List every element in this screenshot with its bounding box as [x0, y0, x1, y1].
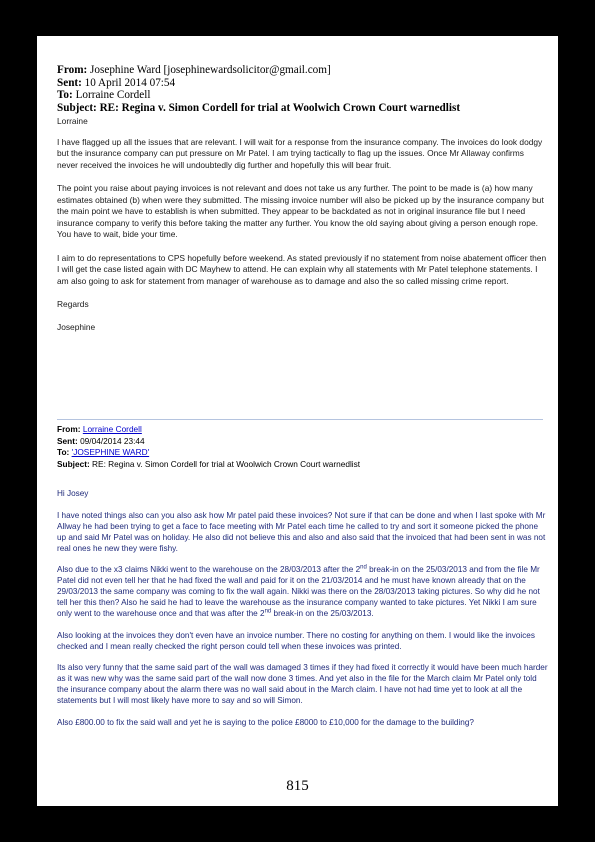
email1-paragraph: I have flagged up all the issues that are relevant. I will wait for a response from the insurance company. The invoices do look dodgy but the insurance company can put pressure on Mr Patel. I am trying tactically to flag up the issues. Once Mr Allaway confirms never received the invoices he will undoubtedly dig further and hopefully this will bear fruit.	[57, 136, 543, 170]
page-number: 815	[286, 778, 309, 794]
email2-from-line: From: Lorraine Cordell	[57, 424, 142, 434]
email2-subject: RE: Regina v. Simon Cordell for trial at Woolwich Crown Court warnedlist	[92, 459, 361, 470]
email2-body	[57, 489, 549, 740]
email1-sent: 10 April 2014 07:54	[84, 76, 176, 89]
email1-paragraph: I aim to do representations to CPS hopefully before weekend. As stated previously if no statement from noise abatement officer then I will get the case listed again with DC Mayhew to attend. He can explain why all statements with Mr Patel telephone statements. I am also going to ask for statement from manager of warehouse as to damage and also the so called missing crime report.	[57, 252, 547, 286]
email2-from-link[interactable]: Lorraine Cordell	[82, 424, 142, 434]
email1-from-line: From: Josephine Ward [josephinewardsolicitor@gmail.com]	[57, 64, 331, 76]
email1-regards: Regards	[57, 298, 89, 309]
email2-subject-line: Subject: RE: Regina v. Simon Cordell for trial at Woolwich Crown Court warnedlist	[57, 459, 361, 470]
document-page	[37, 36, 558, 806]
email1-signature: Josephine	[57, 322, 96, 333]
email1-paragraph: The point you raise about paying invoices is not relevant and does not take us any further. The point to be made is (a) how many estimates obtained (b) when were they submitted. The missing invoice number will also be picked up by the insurance company but the main point we have to establish is when submitted. They appear to be backdated as not in original insurance file but I need insurance company to verify this before taking the matter any further. You know the old saying about giving a person enough rope. You have to wait, bide your time.	[57, 182, 544, 240]
email2-paragraph: I have noted things also can you also ask how Mr patel paid these invoices? Not sure if that can be done and when I last spoke with Mr Allway he had been trying to get a face to face meeting with Mr Patel each time he called to try and sort it someone picked the phone up and said Mr Patel was on holiday. He also did not believe this and also and also said that the invoiced that had been sent in was not real ones he new they were fishy.	[57, 510, 546, 553]
email-separator	[57, 419, 543, 420]
email1-subject: RE: Regina v. Simon Cordell for trial at Woolwich Crown Court warnedlist	[99, 101, 461, 114]
email2-header	[57, 424, 547, 471]
email2-to-line: To: 'JOSEPHINE WARD'	[57, 447, 150, 458]
email2-paragraph: Also looking at the invoices they don't even have an invoice number. There no costing for anything on them. I would like the invoices checked and I mean really checked the right person could tell when these invoices was printed.	[57, 630, 535, 651]
email2-paragraph: Also £800.00 to fix the said wall and yet he is saying to the police £8000 to £10,000 for the damage to the building?	[57, 717, 474, 727]
email1-salutation: Lorraine	[57, 116, 88, 126]
email2-greeting: Hi Josey	[57, 489, 89, 498]
email1-sent-line: Sent: 10 April 2014 07:54	[57, 76, 176, 89]
email1-body	[57, 116, 547, 345]
email2-sent-line: Sent: 09/04/2014 23:44	[57, 435, 145, 446]
email2-to-link[interactable]: 'JOSEPHINE WARD'	[71, 447, 150, 458]
email2-paragraph: Its also very funny that the same said part of the wall was damaged 3 times if they had fixed it correctly it would have been much harder as it was new why was the same said part of the wall now done 3 times. And yet also in the file for the March claim Mr Patel only told the insurance company about the alarm there was no wall said about in the March claim. I have not had time yet to look at all the statements but I will most likely have more to say and so will Simon.	[57, 663, 548, 706]
email2-paragraph: Also due to the x3 claims Nikki went to the warehouse on the 28/03/2013 after the 2nd break-in on the 25/03/2013 and from the file Mr Patel did not even tell her that he had fixed the wall and paid for it on the 21/03/2014 and he must have known already that on the 29/03/2013 the same company was coming to fix the wall again. Nikki was there on the 28/03/2013 taking pictures. So why did he not tell her this then? Also he said he had to leave the warehouse as the insurance company wanted to take pictures. Yet Nikki I am sure only went to the warehouse once and that was after the 2nd break-in on the 25/03/2013.	[57, 564, 540, 618]
email1-subject-line: Subject: RE: Regina v. Simon Cordell for trial at Woolwich Crown Court warnedlist	[57, 101, 461, 114]
email2-sent: 09/04/2014 23:44	[80, 435, 145, 446]
email1-from: Josephine Ward [josephinewardsolicitor@gmail.com]	[90, 64, 331, 76]
email1-header	[57, 64, 547, 114]
email1-to-line: To: Lorraine Cordell	[57, 89, 151, 101]
email1-to: Lorraine Cordell	[75, 89, 151, 101]
